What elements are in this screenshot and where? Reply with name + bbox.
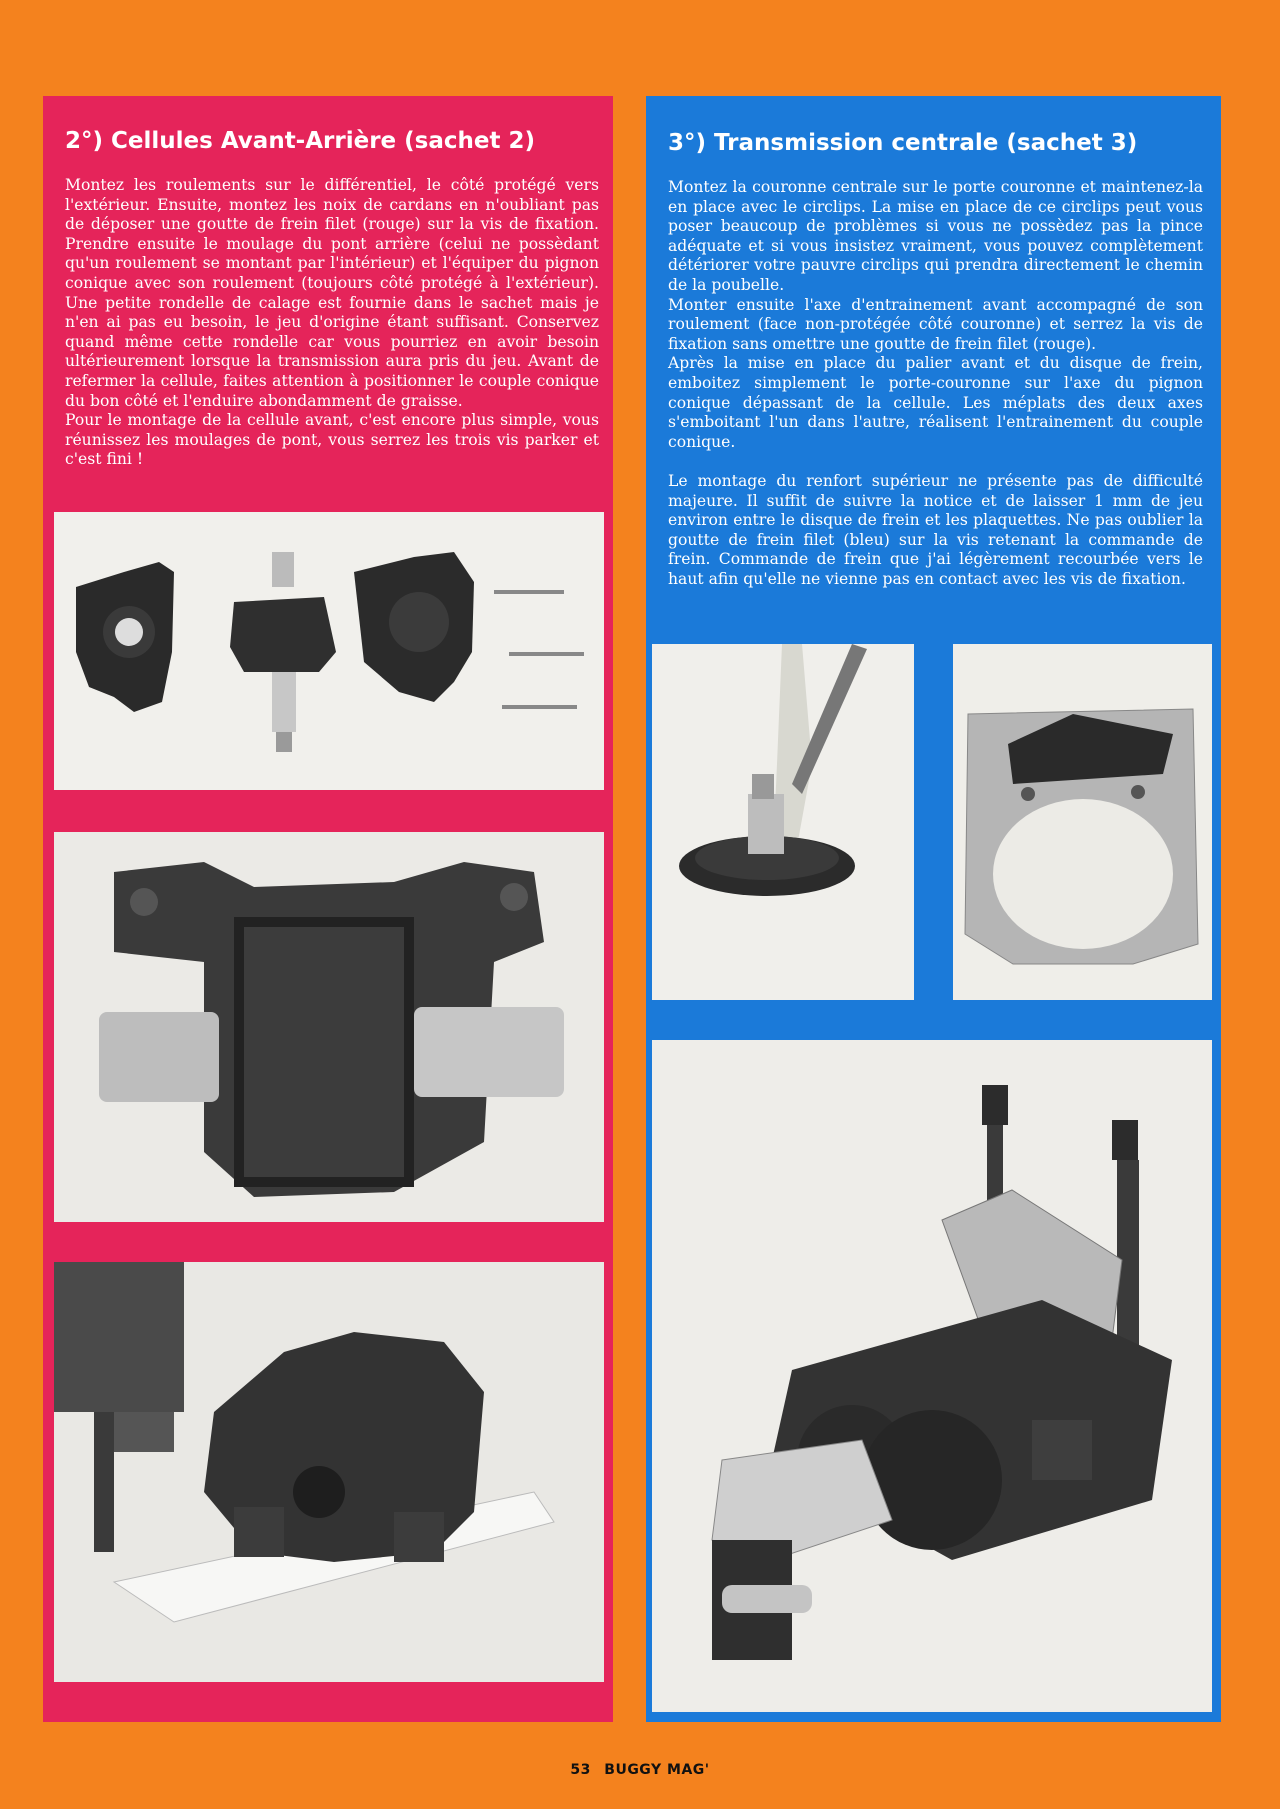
page-footer — [0, 1762, 1280, 1778]
left-section-heading: 2°) Cellules Avant-Arrière (sachet 2) — [65, 128, 535, 154]
right-paragraph-4: Le montage du renfort supérieur ne présente pas de difficulté majeure. Il suffit de suivre la notice et de laisser 1 mm de jeu environ entre le disque de frein et les plaquettes. Ne pas oublier la goutte de frein filet (bleu) sur la vis retenant la commande de frein. Commande de frein que j'ai légèrement recourbée vers le haut afin qu'elle ne vienne pas en contact avec les vis de fixation. — [668, 471, 1203, 588]
photo-central-transmission-assembly — [652, 1040, 1212, 1712]
right-section-text — [668, 178, 1203, 589]
right-paragraph-1: Montez la couronne centrale sur le porte couronne et maintenez-la en place avec le circlips. La mise en place de ce circlips peut vous poser beaucoup de problèmes si vous ne possèdez pas la pince adéquate et si vous insistez vraiment, vous pouvez complètement détériorer votre pauvre circlips qui prendra directement le chemin de la poubelle. — [668, 178, 1203, 294]
magazine-title: BUGGY MAG' — [604, 1762, 710, 1778]
left-paragraph-1: Montez les roulements sur le différentiel, le côté protégé vers l'extérieur. Ensuite, montez les noix de cardans en n'oubliant pas de déposer une goutte de frein filet (rouge) sur la vis de fixation. Prendre ensuite le moulage du pont arrière (celui ne possèdant qu'un roulement se montant par l'intérieur) et l'équiper du pignon conique avec son roulement (toujours côté protégé à l'extérieur). Une petite rondelle de calage est fournie dans le sachet mais je n'en ai pas eu besoin, le jeu d'origine étant suffisant. Conservez quand même cette rondelle car vous pourriez en avoir besoin ultérieurement lorsque la transmission aura pris du jeu. Avant de refermer la cellule, faites attention à positionner le couple conique du bon côté et l'enduire abondamment de graisse. — [65, 176, 599, 410]
photo-differential-parts — [54, 512, 604, 790]
photo-circlips-pliers — [652, 644, 914, 1000]
photo-front-cell-assembled — [54, 1262, 604, 1682]
right-paragraph-2: Monter ensuite l'axe d'entrainement avant accompagné de son roulement (face non-protégée côté couronne) et serrez la vis de fixation sans omettre une goutte de frein filet (rouge). — [668, 295, 1203, 353]
page-number: 53 — [570, 1762, 591, 1778]
photo-brake-support-plate — [953, 644, 1212, 1000]
right-paragraph-3: Après la mise en place du palier avant et du disque de frein, emboitez simplement le porte-couronne sur l'axe du pignon conique dépassant de la cellule. Les méplats des deux axes s'emboitant l'un dans l'autre, réalisent l'entrainement du couple conique. — [668, 354, 1203, 451]
right-section-heading: 3°) Transmission centrale (sachet 3) — [668, 130, 1138, 156]
photo-rear-cell-open — [54, 832, 604, 1222]
left-section-text — [65, 176, 599, 470]
left-paragraph-2: Pour le montage de la cellule avant, c'est encore plus simple, vous réunissez les moulages de pont, vous serrez les trois vis parker et c'est fini ! — [65, 411, 599, 469]
